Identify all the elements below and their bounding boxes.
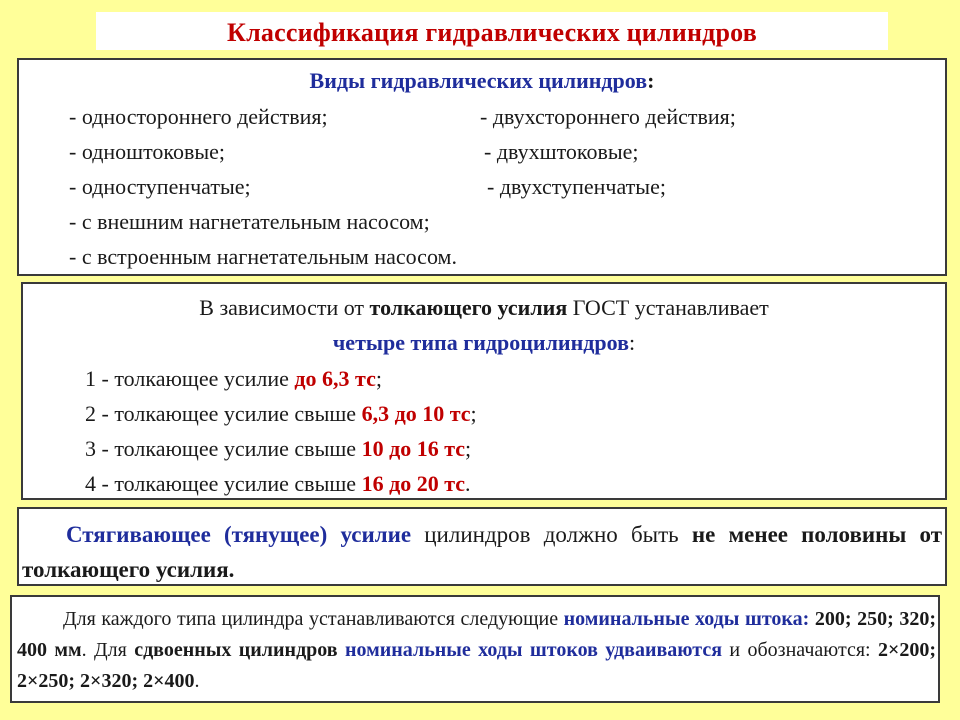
type-item-double-rod: - двухштоковые;: [484, 139, 639, 164]
type-item-single-rod: - одноштоковые;: [69, 139, 226, 164]
pull-force-term: Стягивающее (тянущее) усилие: [66, 522, 412, 547]
force-item-4-end: .: [465, 471, 471, 496]
type-item-single-stage: - одноступенчатые;: [69, 174, 251, 199]
pull-force-box: [17, 507, 947, 586]
stroke-values: 200; 250; 320; 400 мм: [17, 608, 936, 661]
gost-intro: [23, 295, 945, 321]
title-bar: [96, 12, 888, 50]
stroke-box: [10, 595, 940, 703]
gost-subhead-colon: :: [628, 330, 636, 355]
force-item-3: [85, 436, 471, 462]
force-item-1-value: до 6,3 тс: [294, 366, 376, 391]
gost-subhead-text: четыре типа гидроцилиндров: [332, 330, 629, 355]
type-item-double-stage: - двухступенчатые;: [487, 174, 666, 199]
pull-force-paragraph: [22, 517, 942, 587]
gost-subhead: [23, 330, 945, 356]
force-item-1: [85, 366, 382, 392]
force-item-2: [85, 401, 477, 427]
force-item-3-end: ;: [465, 436, 472, 461]
force-item-3-value: 10 до 16 тс: [361, 436, 466, 461]
force-item-4-text: 4 - толкающее усилие свыше: [85, 471, 362, 496]
stroke-end: .: [194, 670, 200, 692]
types-heading-colon: :: [647, 68, 655, 93]
types-heading-text: Виды гидравлических цилиндров: [309, 68, 648, 93]
types-heading: [19, 68, 945, 94]
stroke-doubled: номинальные ходы штоков удваиваются: [344, 639, 723, 661]
force-item-4: [85, 471, 471, 497]
force-item-1-end: ;: [375, 366, 383, 391]
stroke-dual-cylinders: сдвоенных цилиндров: [134, 639, 338, 661]
type-item-built-in-pump: - с встроенным нагнетательным насосом.: [69, 244, 457, 269]
stroke-text-3: и обозначаются:: [722, 639, 878, 661]
type-item-single-acting: - одностороннего действия;: [69, 104, 328, 129]
type-item-external-pump: - с внешним нагнетательным насосом;: [69, 209, 430, 234]
force-item-1-text: 1 - толкающее усилие: [85, 366, 295, 391]
force-item-3-text: 3 - толкающее усилие свыше: [85, 436, 362, 461]
cylinder-types-box: [17, 58, 947, 276]
pull-force-conclusion: не менее половины от толкающего усилия.: [22, 522, 942, 582]
force-item-2-end: ;: [470, 401, 477, 426]
gost-intro-pre: В зависимости от: [199, 295, 370, 320]
force-item-2-text: 2 - толкающее усилие свыше: [85, 401, 362, 426]
stroke-text-2: . Для: [81, 639, 135, 661]
gost-intro-bold: толкающего усилия: [369, 295, 568, 320]
type-item-double-acting: - двухстороннего действия;: [480, 104, 736, 129]
stroke-dual-values: 2×200; 2×250; 2×320; 2×400: [17, 639, 937, 692]
stroke-text-1: Для каждого типа цилиндра устанавливаются следующие: [63, 608, 564, 630]
slide-title: Классификация гидравлических цилиндров: [227, 18, 757, 47]
stroke-paragraph: [17, 604, 936, 697]
stroke-space: [338, 639, 345, 661]
force-item-4-value: 16 до 20 тс: [361, 471, 466, 496]
gost-force-box: [21, 282, 947, 500]
force-item-2-value: 6,3 до 10 тс: [361, 401, 471, 426]
gost-intro-post: ГОСТ устанавливает: [567, 295, 769, 320]
pull-force-middle: цилиндров должно быть: [411, 522, 692, 547]
stroke-nominal-strokes: номинальные ходы штока:: [563, 608, 810, 630]
